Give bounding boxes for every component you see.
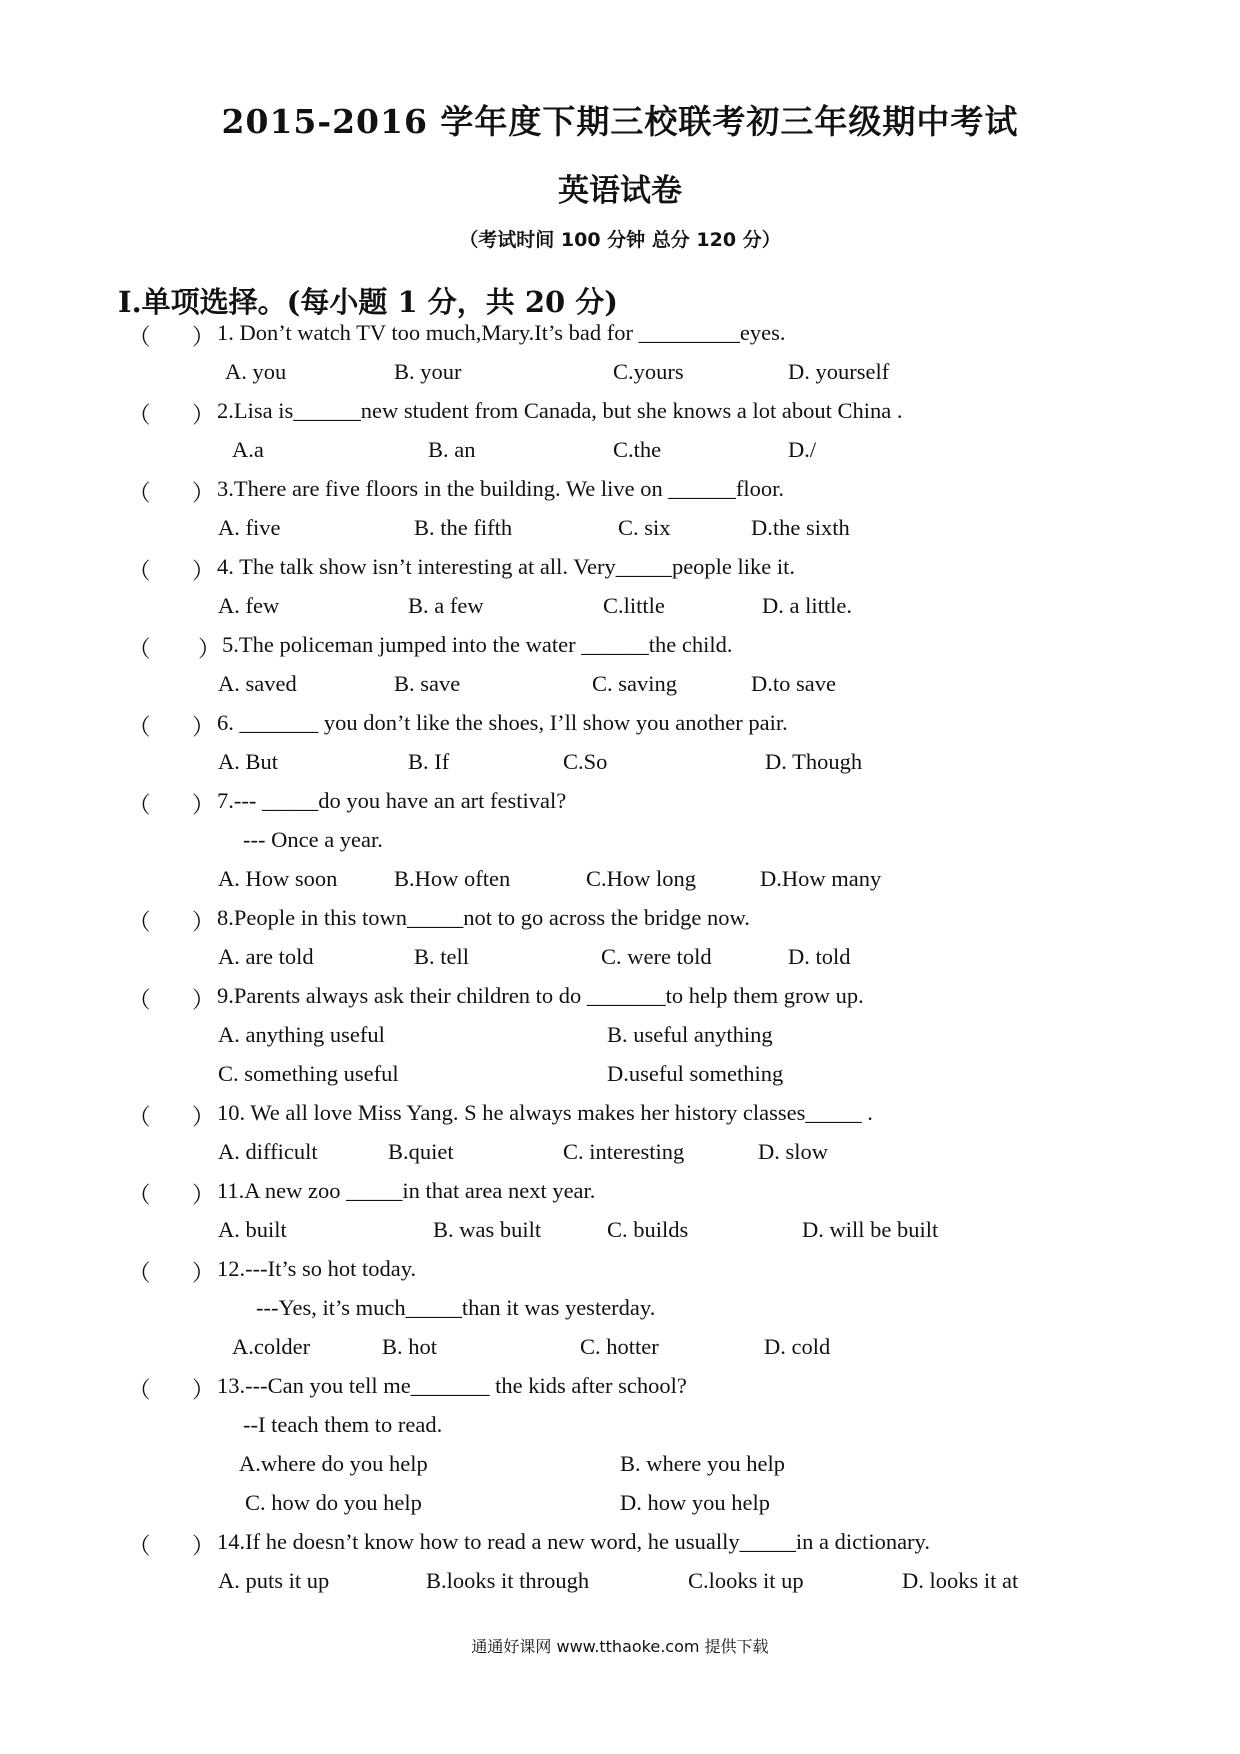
option-d: D. yourself [788,359,890,384]
option-b: B. save [394,671,461,696]
question-reply: --I teach them to read. [243,1412,443,1437]
option-c: C. were told [601,944,712,969]
option-c: C. saving [592,671,678,696]
answer-paren-close: ） [192,481,215,506]
option-a: A. built [218,1217,287,1242]
question-stem: 3.There are five floors in the building. We live on ______floor. [217,476,785,501]
answer-paren-open: （ [128,559,151,584]
option-c: C.So [563,749,608,774]
answer-paren-close: ） [198,637,221,662]
answer-paren-close: ） [192,559,215,584]
question-stem: 12.---It’s so hot today. [217,1256,417,1281]
option-a: A.colder [232,1334,311,1359]
option-a: A. difficult [218,1139,318,1164]
answer-paren-close: ） [192,988,215,1013]
option-c: C.How long [586,866,697,891]
option-b: B. was built [433,1217,542,1242]
option-d: D. slow [758,1139,829,1164]
option-b: B. a few [408,593,484,618]
option-d: D. Though [765,749,863,774]
option-c: C. how do you help [245,1490,422,1515]
question-stem: 6. _______ you don’t like the shoes, I’ll show you another pair. [217,710,788,735]
answer-paren-close: ） [192,715,215,740]
option-c: C.little [603,593,665,618]
answer-paren-open: （ [128,715,151,740]
option-d: D.the sixth [751,515,850,540]
answer-paren-close: ） [192,1378,215,1403]
option-c: C.the [613,437,662,462]
answer-paren-close: ） [192,1105,215,1130]
option-b: B. your [394,359,462,384]
option-b: B.quiet [388,1139,454,1164]
question-stem: 7.--- _____do you have an art festival? [217,788,567,813]
option-a: A. anything useful [218,1022,385,1047]
answer-paren-open: （ [128,1183,151,1208]
answer-paren-open: （ [128,1378,151,1403]
answer-paren-close: ） [192,910,215,935]
question-reply: ---Yes, it’s much_____than it was yesterday. [256,1295,656,1320]
option-d: D. how you help [620,1490,770,1515]
option-a: A. few [218,593,280,618]
option-b: B. useful anything [607,1022,773,1047]
option-d: D. will be built [802,1217,939,1242]
option-a: A. five [218,515,281,540]
question-reply: --- Once a year. [243,827,383,852]
option-b: B.How often [394,866,511,891]
option-b: B. where you help [620,1451,785,1476]
option-a: A. puts it up [218,1568,330,1593]
answer-paren-open: （ [128,988,151,1013]
option-d: D.How many [760,866,882,891]
option-d: D. looks it at [902,1568,1019,1593]
option-a: A. But [218,749,279,774]
option-a: A. saved [218,671,297,696]
exam-subject: 英语试卷 [558,173,682,209]
option-c: C.looks it up [688,1568,804,1593]
option-a: A. are told [218,944,314,969]
option-c: C. hotter [580,1334,659,1359]
option-d: D. told [788,944,851,969]
option-a: A.where do you help [239,1451,428,1476]
option-a: A. How soon [218,866,338,891]
option-b: B.looks it through [426,1568,590,1593]
question-stem: 2.Lisa is______new student from Canada, but she knows a lot about China . [217,398,903,423]
option-b: B. If [408,749,450,774]
section-heading: I.单项选择。(每小题 1 分，共 20 分) [118,285,619,319]
answer-paren-close: ） [192,1261,215,1286]
option-d: D. a little. [762,593,852,618]
option-d: D. cold [764,1334,831,1359]
answer-paren-open: （ [128,910,151,935]
option-c: C. something useful [218,1061,399,1086]
option-c: C. six [618,515,671,540]
question-stem: 9.Parents always ask their children to do _______to help them grow up. [217,983,864,1008]
answer-paren-close: ） [192,793,215,818]
option-b: B. an [428,437,476,462]
option-a: A.a [232,437,264,462]
footer-source: 通通好课网 www.tthaoke.com 提供下载 [471,1637,769,1656]
question-stem: 14.If he doesn’t know how to read a new word, he usually_____in a dictionary. [217,1529,930,1554]
answer-paren-close: ） [192,1534,215,1559]
answer-paren-close: ） [192,1183,215,1208]
option-c: C. builds [607,1217,689,1242]
answer-paren-open: （ [128,1534,151,1559]
answer-paren-open: （ [128,403,151,428]
answer-paren-open: （ [128,1105,151,1130]
question-stem: 10. We all love Miss Yang. S he always makes her history classes_____ . [217,1100,873,1125]
option-d: D.to save [751,671,836,696]
option-b: B. the fifth [414,515,513,540]
answer-paren-open: （ [128,637,151,662]
question-stem: 8.People in this town_____not to go across the bridge now. [217,905,750,930]
question-stem: 4. The talk show isn’t interesting at all. Very_____people like it. [217,554,796,579]
option-d: D.useful something [607,1061,784,1086]
answer-paren-close: ） [192,325,215,350]
answer-paren-open: （ [128,325,151,350]
exam-note: （考试时间 100 分钟 总分 120 分） [459,229,781,251]
question-stem: 1. Don’t watch TV too much,Mary.It’s bad for _________eyes. [217,320,786,345]
option-c: C. interesting [563,1139,685,1164]
exam-title: 2015-2016 学年度下期三校联考初三年级期中考试 [221,102,1019,141]
option-a: A. you [225,359,287,384]
answer-paren-open: （ [128,1261,151,1286]
question-stem: 13.---Can you tell me_______ the kids after school? [217,1373,687,1398]
option-c: C.yours [613,359,684,384]
answer-paren-open: （ [128,481,151,506]
option-b: B. hot [382,1334,438,1359]
option-d: D./ [788,437,817,462]
question-stem: 5.The policeman jumped into the water ______the child. [222,632,733,657]
option-b: B. tell [414,944,469,969]
answer-paren-open: （ [128,793,151,818]
question-stem: 11.A new zoo _____in that area next year. [217,1178,596,1203]
answer-paren-close: ） [192,403,215,428]
